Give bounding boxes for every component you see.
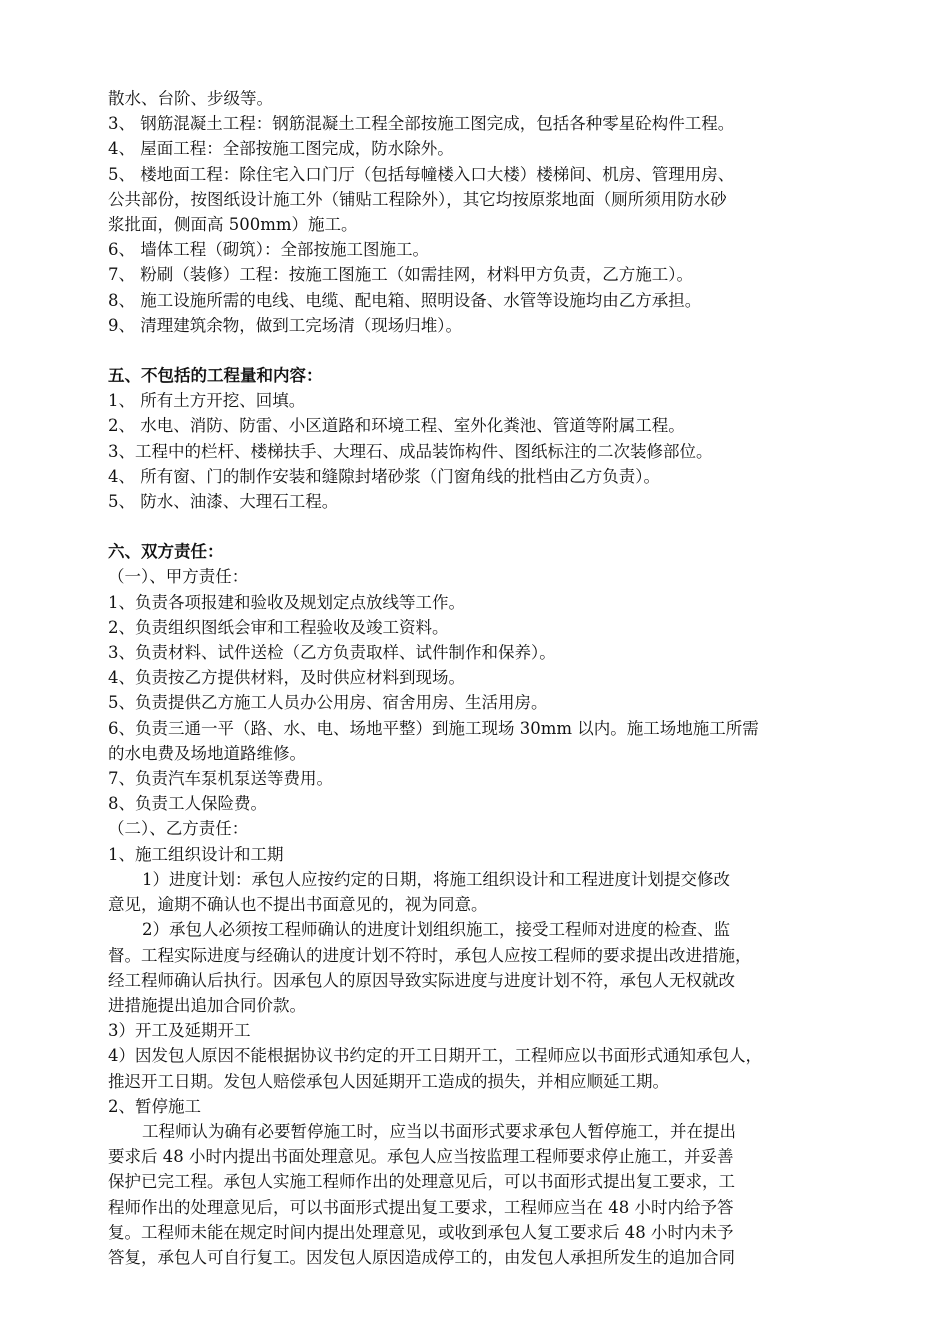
paragraph-line: 4）因发包人原因不能根据协议书约定的开工日期开工，工程师应以书面形式通知承包人，	[108, 1046, 762, 1066]
text-line: 1、 所有土方开挖、回填。	[108, 391, 306, 411]
section-heading: 六、双方责任：	[108, 542, 224, 562]
text-line: 7、 粉刷（装修）工程：按施工图施工（如需挂网，材料甲方负责，乙方施工）。	[108, 265, 693, 285]
section-spacer	[108, 514, 848, 539]
text-line: 1、负责各项报建和验收及规划定点放线等工作。	[108, 592, 465, 612]
paragraph-line: 要求后 48 小时内提出书面处理意见。承包人应当按监理工程师要求停止施工，并妥善	[108, 1147, 734, 1167]
text-line: 3、负责材料、试件送检（乙方负责取样、试件制作和保养）。	[108, 643, 556, 663]
text-line: 8、负责工人保险费。	[108, 794, 267, 814]
paragraph-line: 复。工程师未能在规定时间内提出处理意见，或收到承包人复工要求后 48 小时内未予	[108, 1222, 734, 1242]
subsection-title: （二）、乙方责任：	[108, 819, 249, 839]
text-line: 的水电费及场地道路维修。	[108, 743, 306, 763]
paragraph-line: 经工程师确认后执行。因承包人的原因导致实际进度与进度计划不符，承包人无权就改	[108, 970, 735, 990]
section5	[108, 363, 848, 514]
paragraph-line: 进措施提出追加合同价款。	[108, 995, 306, 1015]
text-line: 2、 水电、消防、防雷、小区道路和环境工程、室外化粪池、管道等附属工程。	[108, 416, 685, 436]
text-line: 9、 清理建筑余物，做到工完场清（现场归堆）。	[108, 315, 462, 335]
section6	[108, 539, 848, 1270]
paragraph-line: 工程师认为确有必要暂停施工时，应当以书面形式要求承包人暂停施工，并在提出	[142, 1121, 736, 1141]
subsection-title: （一）、甲方责任：	[108, 567, 249, 587]
text-line: 6、负责三通一平（路、水、电、场地平整）到施工现场 30mm 以内。施工场地施工所需	[108, 718, 759, 738]
paragraph-line: 程师作出的处理意见后，可以书面形式提出复工要求，工程师应当在 48 小时内给予答	[108, 1197, 734, 1217]
text-line: 2、负责组织图纸会审和工程验收及竣工资料。	[108, 617, 449, 637]
item-title: 2、暂停施工	[108, 1096, 201, 1116]
paragraph-line: 意见，逾期不确认也不提出书面意见的，视为同意。	[108, 895, 488, 915]
paragraph-line: 保护已完工程。承包人实施工程师作出的处理意见后，可以书面形式提出复工要求，工	[108, 1172, 735, 1192]
text-line: 5、负责提供乙方施工人员办公用房、宿舍用房、生活用房。	[108, 693, 548, 713]
text-line: 5、 防水、油漆、大理石工程。	[108, 492, 339, 512]
text-line: 3、 钢筋混凝土工程：钢筋混凝土工程全部按施工图完成，包括各种零星砼构件工程。	[108, 114, 735, 134]
party-a-responsibilities	[108, 564, 848, 816]
paragraph-line: 1）进度计划：承包人应按约定的日期，将施工组织设计和工程进度计划提交修改	[142, 869, 730, 889]
party-b-responsibilities	[108, 816, 848, 1270]
text-line: 6、 墙体工程（砌筑）：全部按施工图施工。	[108, 240, 429, 260]
paragraph-line: 答复，承包人可自行复工。因发包人原因造成停工的，由发包人承担所发生的追加合同	[108, 1247, 735, 1267]
paragraph-line: 督。工程实际进度与经确认的进度计划不符时，承包人应按工程师的要求提出改进措施，	[108, 945, 752, 965]
text-line: 5、 楼地面工程：除住宅入口门厅（包括每幢楼入口大楼）楼梯间、机房、管理用房、	[108, 164, 735, 184]
text-line: 4、 所有窗、门的制作安装和缝隙封堵砂浆（门窗角线的批档由乙方负责）。	[108, 466, 660, 486]
section4-continued	[108, 86, 848, 338]
text-line: 8、 施工设施所需的电线、电缆、配电箱、照明设备、水管等设施均由乙方承担。	[108, 290, 702, 310]
text-line: 3、工程中的栏杆、楼梯扶手、大理石、成品装饰构件、图纸标注的二次装修部位。	[108, 441, 713, 461]
text-line: 散水、台阶、步级等。	[108, 89, 273, 108]
text-line: 4、 屋面工程：全部按施工图完成，防水除外。	[108, 139, 454, 159]
text-line: 浆批面，侧面高 500mm）施工。	[108, 215, 358, 235]
paragraph-line: 3）开工及延期开工	[108, 1021, 251, 1041]
text-line: 公共部份，按图纸设计施工外（铺贴工程除外），其它均按原浆地面（厕所须用防水砂	[108, 189, 727, 209]
section-heading: 五、不包括的工程量和内容：	[108, 366, 323, 386]
text-line: 7、负责汽车泵机泵送等费用。	[108, 769, 333, 789]
paragraph-line: 推迟开工日期。发包人赔偿承包人因延期开工造成的损失，并相应顺延工期。	[108, 1071, 669, 1091]
item-title: 1、施工组织设计和工期	[108, 844, 284, 864]
section-spacer	[108, 338, 848, 363]
paragraph-line: 2）承包人必须按工程师确认的进度计划组织施工，接受工程师对进度的检查、监	[142, 920, 730, 940]
document-page	[108, 86, 848, 1270]
text-line: 4、负责按乙方提供材料，及时供应材料到现场。	[108, 668, 465, 688]
